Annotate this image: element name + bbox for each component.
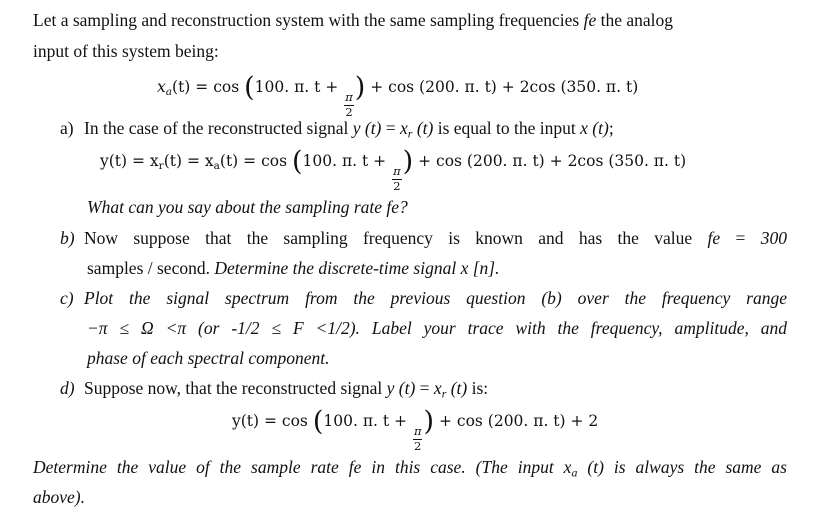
equation-y-a <box>100 146 687 193</box>
closing-sub: a <box>571 465 578 480</box>
paren-open: ( <box>291 146 303 177</box>
part-a-y: y (t) <box>352 118 382 138</box>
eq-a-cos1: 100. π. t + <box>302 152 392 170</box>
part-b-value: 300 <box>760 228 787 248</box>
equation-xa <box>157 72 639 119</box>
eq-d-lhs: y(t) = cos <box>232 412 313 430</box>
fraction-numerator: π <box>345 90 353 104</box>
fraction-numerator: π <box>393 164 401 178</box>
part-b-label: b) <box>60 228 75 248</box>
eq-xa-cos1: 100. π. t + <box>254 78 344 96</box>
fraction-denominator: 2 <box>345 104 353 119</box>
part-c-line-2: −π ≤ Ω <π (or -1/2 ≤ F <1/2). Label your trace with the frequency, amplitude, and <box>87 318 787 338</box>
eq-xa-lhs: x <box>157 78 166 96</box>
intro-text: Let a sampling and reconstruction system with the same sampling frequencies <box>33 10 584 30</box>
eq-a-mid: (t) = x <box>163 152 214 170</box>
part-a-xr-sub: r <box>407 126 413 141</box>
part-a-eq: = <box>381 118 401 138</box>
part-d-eq: = <box>415 378 434 398</box>
eq-a-rest: + cos (200. π. t) + 2cos (350. π. t) <box>413 152 687 170</box>
fraction-denominator: 2 <box>414 438 422 453</box>
part-a-t3: ; <box>608 118 614 138</box>
closing-t1: Determine the value of the sample rate fe in this case. (The input x <box>33 457 572 477</box>
part-d-xr-arg: (t) <box>446 378 468 398</box>
paren-close: ) <box>354 72 366 103</box>
part-b-t1: Now suppose that the sampling frequency is known and has the value <box>84 228 708 248</box>
part-b-eq: = <box>720 228 761 248</box>
part-a-question: What can you say about the sampling rate fe? <box>87 197 408 217</box>
fraction-denominator: 2 <box>393 178 401 193</box>
part-d-label: d) <box>60 378 75 398</box>
equation-y-d <box>232 406 599 453</box>
eq-d-cos1: 100. π. t + <box>323 412 412 430</box>
eq-a-mid2: (t) = cos <box>219 152 292 170</box>
fraction <box>392 166 402 192</box>
eq-a-sub2: a <box>213 160 220 173</box>
paren-close: ) <box>423 406 435 437</box>
part-d-y: y (t) <box>386 378 416 398</box>
intro-fe-var: fe <box>583 10 597 30</box>
closing-t2: (t) is always the same as <box>577 457 787 477</box>
part-a-xr-arg: (t) <box>412 118 434 138</box>
part-a-text <box>60 118 614 142</box>
part-d-t2: is: <box>467 378 489 398</box>
eq-xa-rest: + cos (200. π. t) + 2cos (350. π. t) <box>365 78 639 96</box>
part-d-xr-sub: r <box>441 386 447 401</box>
intro-line-1 <box>33 10 673 31</box>
closing-line-1 <box>33 457 787 481</box>
part-a-label: a) <box>60 118 74 138</box>
part-c-line-3: phase of each spectral component. <box>87 348 330 368</box>
eq-d-rest: + cos (200. π. t) + 2 <box>434 412 599 430</box>
eq-a-sub1: r <box>158 160 164 173</box>
part-a-xr: x <box>400 118 408 138</box>
fraction-numerator: π <box>413 424 422 438</box>
part-b-line2-t1: samples / second. <box>87 258 215 278</box>
intro-line-2: input of this system being: <box>33 41 219 61</box>
fraction <box>413 426 423 452</box>
part-a-t1: In the case of the reconstructed signal <box>84 118 353 138</box>
part-c-label: c) <box>60 288 74 308</box>
eq-xa-arg: (t) = cos <box>172 78 245 96</box>
part-c-line-1 <box>60 288 787 309</box>
part-b-fe: fe <box>707 228 721 248</box>
part-d-text <box>60 378 488 402</box>
part-a-x: x (t) <box>580 118 609 138</box>
part-d-xr: x <box>433 378 442 398</box>
fraction <box>344 92 354 118</box>
part-b-line-2 <box>87 258 499 279</box>
intro-text-tail: the analog <box>596 10 674 30</box>
part-c-t1: Plot the signal spectrum from the previous question (b) over the frequency range <box>84 288 787 308</box>
part-b-line-1 <box>60 228 787 249</box>
eq-xa-sub: a <box>165 86 173 99</box>
eq-a-lhs: y(t) = x <box>100 152 159 170</box>
part-d-t1: Suppose now, that the reconstructed signal <box>84 378 387 398</box>
paren-open: ( <box>244 72 255 103</box>
closing-line-2: above). <box>33 487 85 507</box>
paren-close: ) <box>402 146 414 177</box>
paren-open: ( <box>312 406 324 437</box>
part-b-line2-t2: Determine the discrete-time signal x [n]. <box>214 258 500 278</box>
part-a-t2: is equal to the input <box>433 118 581 138</box>
